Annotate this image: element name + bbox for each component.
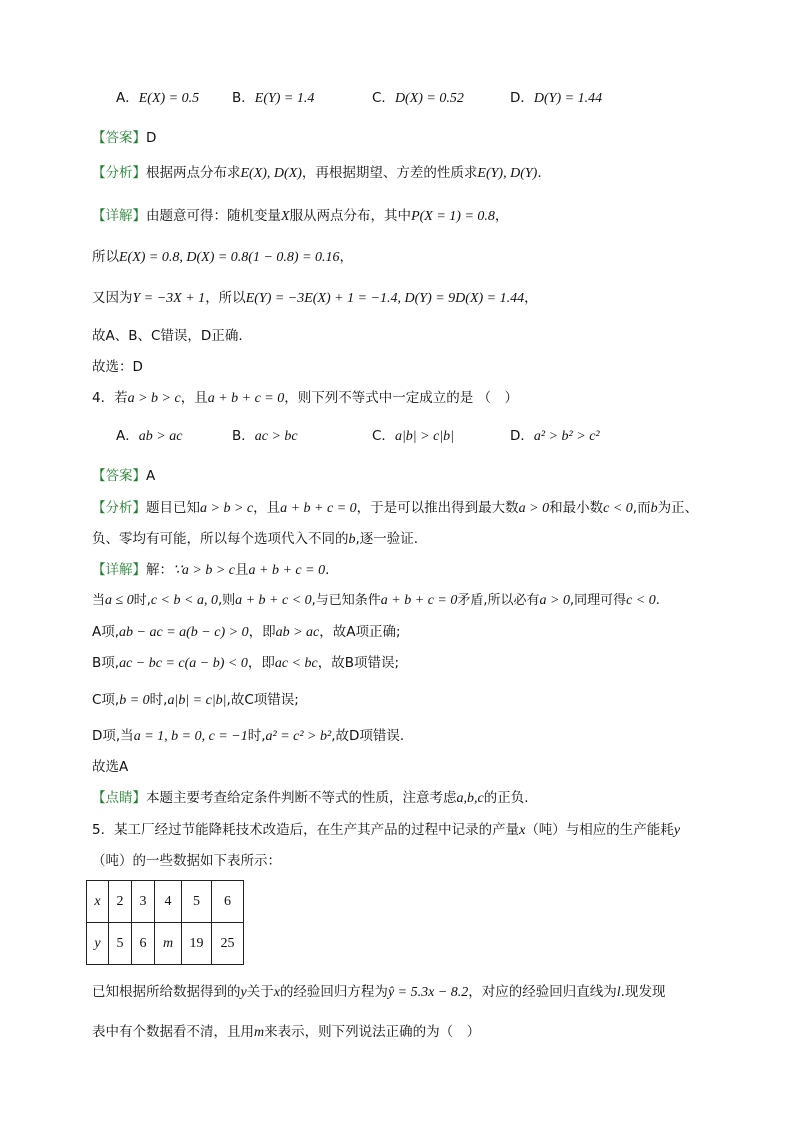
math: E(Y), D(Y) [477, 166, 538, 181]
math: a > b > c [127, 391, 181, 406]
option-letter: D． [510, 428, 534, 444]
text: . [655, 593, 660, 608]
text: ，再根据期望、方差的性质求 [301, 165, 478, 181]
text: ， [524, 290, 538, 306]
option-expr: a² > b² > c² [533, 429, 600, 444]
math: l [616, 985, 621, 1000]
table-cell: 3 [132, 881, 155, 923]
solution-line [92, 622, 401, 643]
option-expr: D(X) = 0.52 [394, 91, 464, 106]
text: 5．某工厂经过节能降耗技术改造后，在生产其产品的过程中记录的产量 [92, 822, 520, 838]
table-cell: 6 [212, 881, 244, 923]
text: ,而 [632, 500, 651, 516]
table-row [87, 881, 244, 923]
text: 来表示，则下列说法正确的为（ ） [264, 1024, 481, 1040]
text: ，故A项正确; [319, 624, 401, 640]
text: ， [494, 208, 509, 224]
table-cell: 5 [109, 923, 132, 965]
table-cell: 5 [182, 881, 212, 923]
option-d [510, 426, 600, 447]
solution-line: 故选：D [92, 359, 143, 375]
text: 负、零均有可能，所以每个选项代入不同的 [92, 531, 349, 547]
math: a > 0 [539, 593, 570, 608]
text: 矛盾,所以必有 [457, 593, 540, 608]
text: 又因为 [92, 290, 133, 306]
text: 时, [149, 692, 168, 708]
math: c < b < a, 0 [150, 593, 218, 608]
math: E(X) = 0.8, D(X) = 0.8(1 − 0.8) = 0.16 [119, 250, 340, 265]
text: A项, [92, 624, 120, 640]
option-d [510, 88, 602, 109]
math: a = 1, b = 0, c = −1 [133, 729, 248, 744]
solution-line [92, 690, 299, 711]
solution-line [92, 288, 538, 309]
text: 的正负. [483, 790, 529, 806]
option-a [116, 426, 182, 447]
text: ，所以 [205, 290, 246, 306]
text: ,逐一验证. [355, 531, 419, 547]
answer-value: D [146, 130, 157, 146]
detail-tag: 【详解】 [92, 562, 146, 578]
answer-tag: 【答案】 [92, 468, 146, 484]
text: 为正、 [657, 500, 699, 516]
option-expr: E(Y) = 1.4 [254, 91, 315, 106]
table-cell: 2 [109, 881, 132, 923]
text: 所以 [92, 249, 119, 265]
table-cell: 19 [182, 923, 212, 965]
answer-line [92, 466, 155, 486]
detail-line [92, 560, 329, 581]
text: 解： [146, 562, 173, 578]
math: ∵a > b > c [173, 563, 236, 578]
option-letter: D． [510, 90, 534, 106]
option-expr: a|b| > c|b| [394, 429, 454, 444]
option-expr: ac > bc [254, 429, 298, 444]
option-c [372, 426, 454, 447]
answer-line [92, 128, 156, 148]
math: a + b + c = 0 [280, 501, 357, 516]
note-tag: 【点睛】 [92, 790, 146, 806]
option-letter: A． [116, 428, 139, 444]
answer-tag: 【答案】 [92, 130, 146, 146]
option-letter: C． [372, 428, 395, 444]
math: E(X), D(X) [240, 166, 302, 181]
text: ，于是可以推出得到最大数 [356, 500, 519, 516]
answer-value: A [146, 468, 156, 484]
math: ac < bc [274, 656, 318, 671]
math: y [240, 985, 247, 1000]
text: 由题意可得：随机变量 [146, 208, 281, 224]
text: ，对应的经验回归直线为 [468, 984, 617, 1000]
math: a ≤ 0 [105, 593, 134, 608]
solution-line [92, 247, 353, 268]
text: ，且 [180, 390, 208, 406]
math: E(Y) = −3E(X) + 1 = −1.4, D(Y) = 9D(X) = 1.44 [245, 291, 525, 306]
solution-line [92, 726, 404, 747]
option-letter: C． [372, 90, 395, 106]
question-4-stem [92, 388, 518, 409]
text: . [325, 562, 330, 578]
math: ab > ac [275, 625, 320, 640]
option-expr: ab > ac [138, 429, 183, 444]
math: ac − bc = c(a − b) < 0 [119, 656, 248, 671]
text: 本题主要考查给定条件判断不等式的性质，注意考虑 [146, 790, 457, 806]
text: 已知根据所给数据得到的 [92, 984, 241, 1000]
math: a² = c² > b² [265, 729, 332, 744]
option-a [116, 88, 199, 109]
question-5-text [92, 982, 665, 1003]
math: c < 0 [603, 501, 633, 516]
text: ，且 [253, 500, 281, 516]
option-expr: D(Y) = 1.44 [533, 91, 603, 106]
question-5-text [92, 1022, 480, 1043]
math: a + b + c = 0 [380, 593, 458, 608]
text: C项, [92, 692, 120, 708]
text: ,与已知条件 [311, 593, 381, 608]
text: ，即 [247, 655, 275, 671]
text: 根据两点分布求 [146, 165, 241, 181]
solution-line [92, 591, 660, 611]
option-b [232, 426, 298, 447]
table-cell: y [87, 923, 109, 965]
note-line [92, 788, 529, 809]
text: 和最小数 [549, 500, 604, 516]
math: b [348, 532, 356, 547]
math: x [273, 985, 280, 1000]
analysis-line [92, 529, 418, 550]
solution-line [92, 653, 399, 674]
text: ，则下列不等式中一定成立的是 （ ） [284, 390, 519, 406]
table-cell: 6 [132, 923, 155, 965]
text: （吨）与相应的生产能耗 [525, 822, 674, 838]
text: ,故C项错误; [226, 692, 299, 708]
text: ，即 [248, 624, 276, 640]
math: b = 0 [119, 693, 150, 708]
math: y [673, 823, 681, 838]
text: 关于 [246, 984, 274, 1000]
text: B项, [92, 655, 120, 671]
text: 4．若 [92, 390, 128, 406]
analysis-line [92, 498, 698, 519]
text: ,则 [217, 593, 236, 608]
text: ,同理可得 [569, 593, 627, 608]
option-letter: B． [232, 428, 255, 444]
table-row [87, 923, 244, 965]
text: .现发现 [620, 984, 666, 1000]
option-c [372, 88, 464, 109]
math: a > b > c [200, 501, 254, 516]
text: 当 [92, 593, 106, 608]
math: x [519, 823, 526, 838]
analysis-line [92, 163, 542, 184]
solution-line: 故A、B、C错误，D正确. [92, 328, 243, 344]
text: D项,当 [92, 728, 134, 744]
table-cell: 25 [212, 923, 244, 965]
math: a + b + c = 0 [207, 391, 285, 406]
math: b [650, 501, 658, 516]
math: a > 0 [518, 501, 550, 516]
text: 时, [247, 728, 266, 744]
table-cell: m [155, 923, 182, 965]
table-cell: x [87, 881, 109, 923]
text: 服从两点分布，其中 [289, 208, 412, 224]
text: 时, [133, 593, 151, 608]
math: Y = −3X + 1 [132, 291, 206, 306]
math: P(X = 1) = 0.8 [411, 209, 495, 224]
option-letter: A． [116, 90, 139, 106]
math: a|b| = c|b| [167, 693, 227, 708]
math: X [281, 209, 290, 224]
option-letter: B． [232, 90, 255, 106]
math: c < 0 [626, 593, 656, 608]
data-table [86, 880, 244, 965]
math: a + b + c < 0 [235, 593, 312, 608]
detail-line [92, 206, 508, 227]
option-expr: E(X) = 0.5 [138, 91, 200, 106]
math: m [254, 1025, 265, 1040]
detail-tag: 【详解】 [92, 208, 146, 224]
text: ,故D项错误. [331, 728, 405, 744]
table-cell: 4 [155, 881, 182, 923]
text: . [537, 165, 542, 181]
question-5-stem: （吨）的一些数据如下表所示： [92, 853, 281, 869]
analysis-tag: 【分析】 [92, 500, 146, 516]
math: a,b,c [456, 791, 484, 806]
text: ，故B项错误; [317, 655, 400, 671]
text: 题目已知 [146, 500, 200, 516]
option-b [232, 88, 314, 109]
text: ， [339, 249, 354, 265]
text: 的经验回归方程为 [279, 984, 388, 1000]
question-5-stem [92, 820, 680, 841]
math: ŷ = 5.3x − 8.2 [387, 985, 469, 1000]
solution-line: 故选A [92, 759, 129, 775]
analysis-tag: 【分析】 [92, 165, 146, 181]
text: 且 [235, 562, 249, 578]
math: ab − ac = a(b − c) > 0 [119, 625, 249, 640]
text: 表中有个数据看不清，且用 [92, 1024, 254, 1040]
math: a + b + c = 0 [248, 563, 326, 578]
